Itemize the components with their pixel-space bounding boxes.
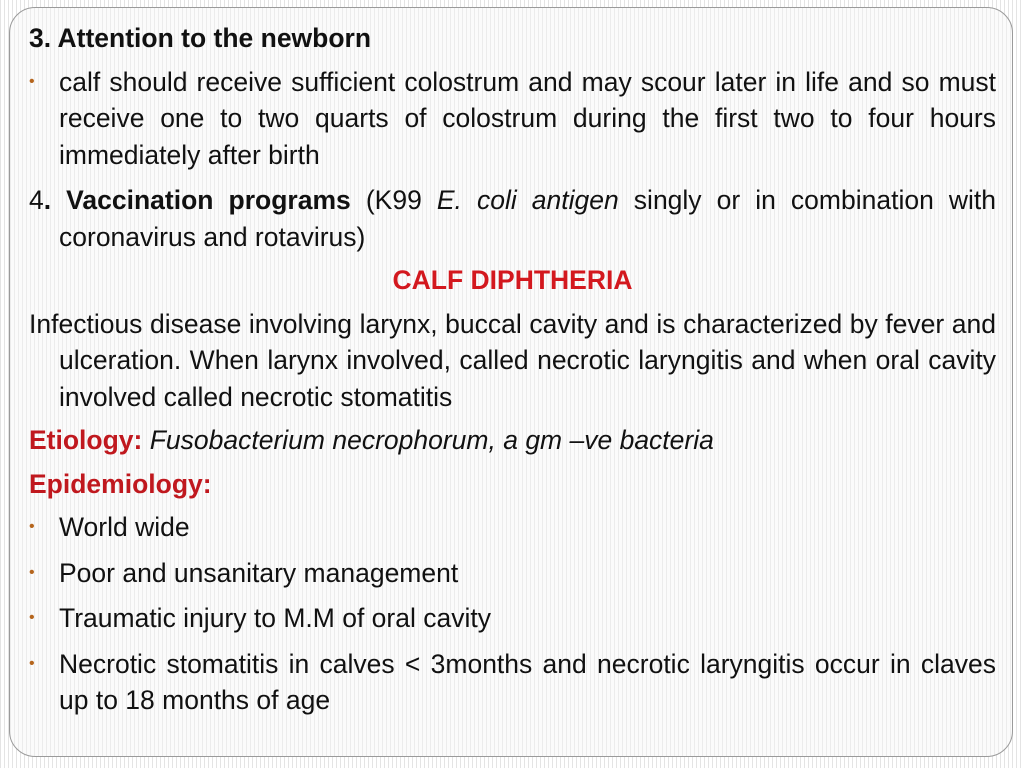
section-4-italic-antigen: E. coli antigen — [436, 185, 619, 215]
section-4-paren-open: (K99 — [350, 185, 437, 215]
section-3-number: 3 — [29, 23, 44, 53]
section-4-paragraph — [29, 182, 996, 255]
epidemiology-item — [29, 555, 996, 592]
epidemiology-item-text: Poor and unsanitary management — [59, 557, 459, 588]
calf-diphtheria-title: CALF DIPHTHERIA — [392, 265, 633, 295]
epidemiology-heading — [29, 466, 996, 503]
epidemiology-item — [29, 600, 996, 637]
bullet-icon: • — [29, 563, 35, 581]
bullet-icon: • — [29, 654, 35, 672]
etiology-text: Fusobacterium necrophorum, a gm –ve bacteria — [142, 425, 714, 455]
section-4-rest: singly or in combination with coronavirus and rotavirus) — [59, 185, 997, 252]
etiology-line — [29, 422, 996, 459]
section-4-number: 4 — [29, 185, 44, 215]
epidemiology-item-text: Traumatic injury to M.M of oral cavity — [59, 603, 491, 633]
section-4-dot: . — [43, 185, 52, 215]
section-3-dot: . — [43, 23, 52, 53]
epidemiology-item-text: World wide — [59, 512, 190, 542]
section-3-bullet — [29, 64, 996, 174]
calf-diphtheria-definition: Infectious disease involving larynx, buccal cavity and is characterized by fever and ulceration. When larynx involved, called necrotic laryngitis and when oral cavity involved called necrotic stomatitis — [29, 308, 996, 412]
bullet-icon: • — [29, 518, 35, 535]
bullet-icon: • — [29, 72, 35, 90]
epidemiology-item — [29, 646, 996, 719]
section-4-title: Vaccination programs — [51, 185, 351, 215]
slide-content — [29, 20, 996, 728]
section-3-title: Attention to the newborn — [51, 23, 372, 53]
etiology-label: Etiology: — [29, 425, 143, 455]
epidemiology-item — [29, 509, 996, 546]
bullet-icon: • — [29, 609, 35, 626]
section-3-bullet-text: calf should receive sufficient colostrum and may scour later in life and so must receive one to two quarts of colostrum during the first two to four hours immediately after birth — [59, 66, 996, 170]
section-3-heading — [29, 20, 996, 57]
epidemiology-label: Epidemiology: — [29, 468, 212, 499]
epidemiology-item-text: Necrotic stomatitis in calves < 3months and necrotic laryngitis occur in claves up to 18 months of age — [59, 648, 996, 715]
